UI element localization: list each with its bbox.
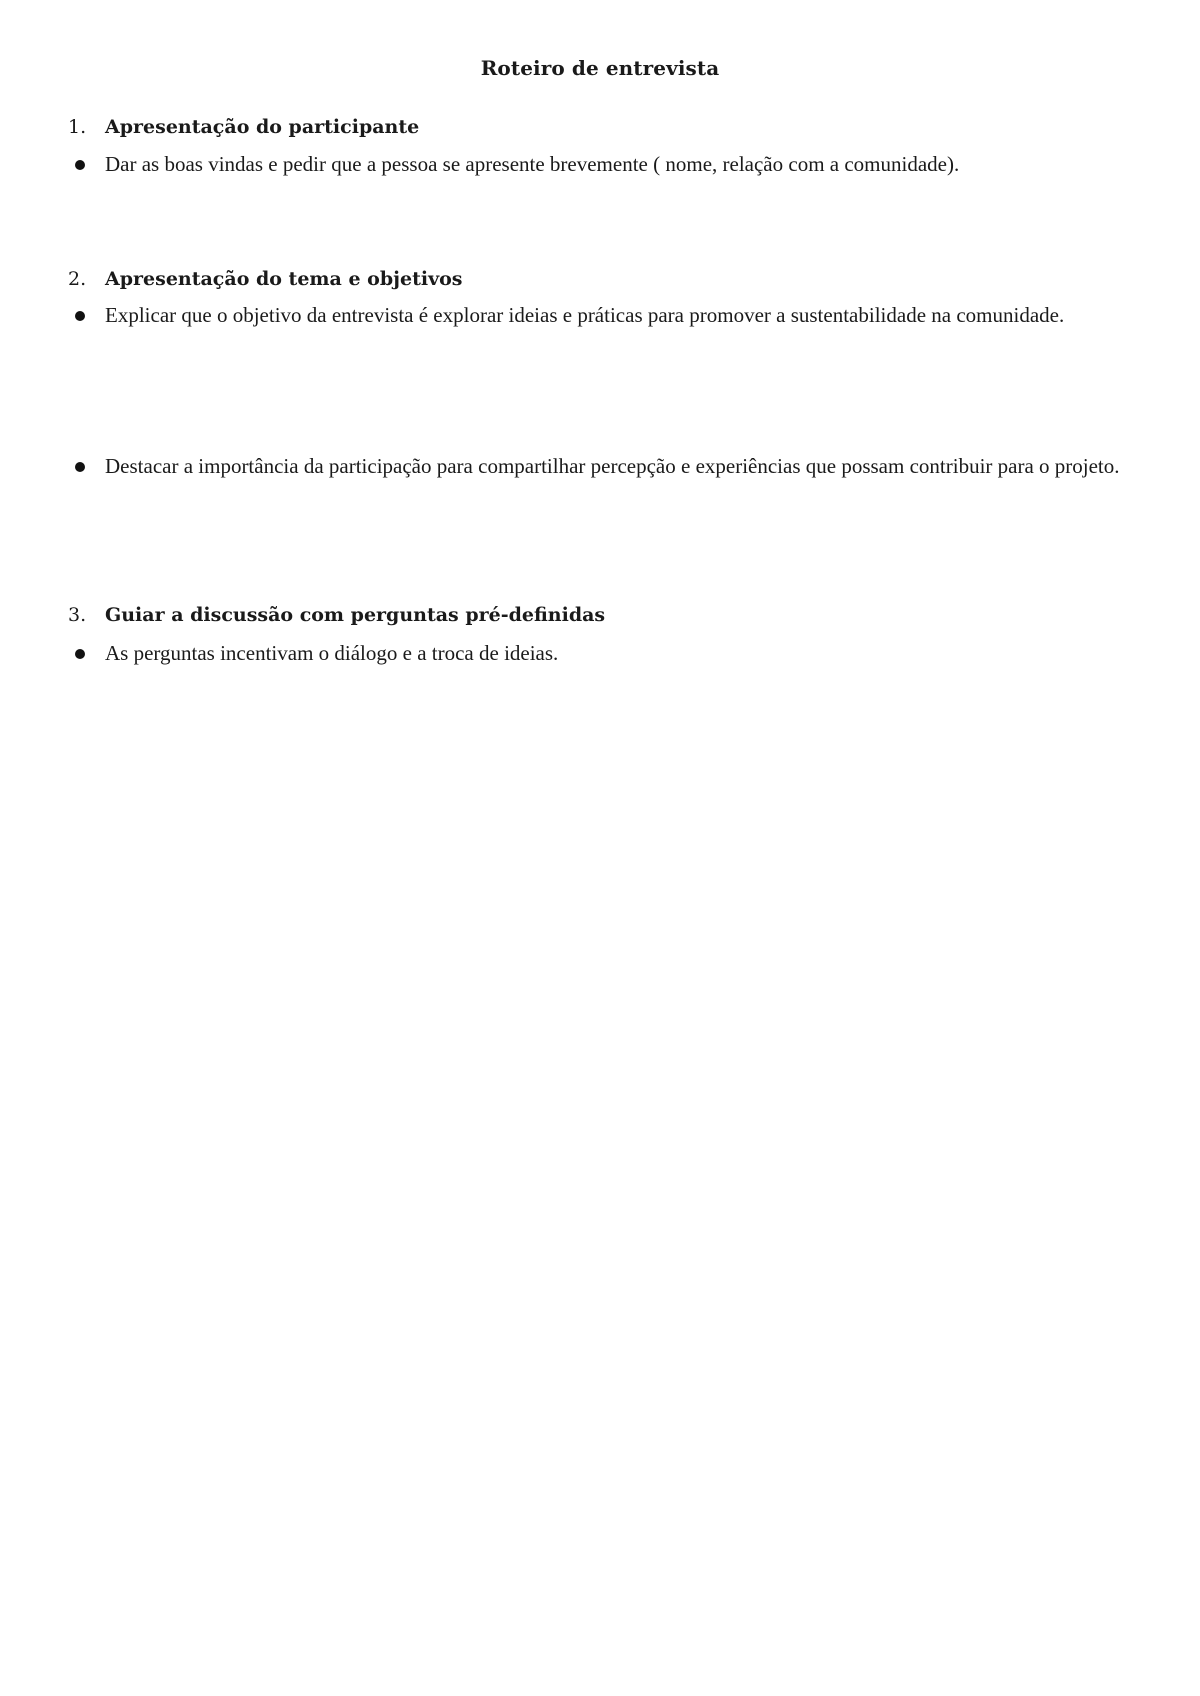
list-item — [75, 450, 1145, 483]
section-heading-3 — [68, 604, 605, 626]
list-item-text: Explicar que o objetivo da entrevista é explorar ideias e práticas para promover a sustentabilidade na comunidade. — [105, 303, 1065, 327]
list-item-text: Destacar a importância da participação para compartilhar percepção e experiências que possam contribuir para o projeto. — [105, 454, 1120, 478]
section-title: Apresentação do participante — [105, 116, 420, 138]
section-heading-1 — [68, 116, 419, 138]
section-number: 2. — [68, 268, 87, 290]
list-item — [75, 148, 1145, 181]
section-title: Guiar a discussão com perguntas pré-definidas — [105, 604, 606, 626]
bullet-icon — [75, 160, 85, 170]
bullet-icon — [75, 311, 85, 321]
list-item-text: As perguntas incentivam o diálogo e a troca de ideias. — [105, 641, 559, 665]
section-title: Apresentação do tema e objetivos — [105, 268, 463, 290]
bullet-icon — [75, 462, 85, 472]
section-number: 3. — [68, 604, 87, 626]
section-heading-2 — [68, 268, 462, 290]
bullet-icon — [75, 649, 85, 659]
section-number: 1. — [68, 116, 87, 138]
list-item — [75, 299, 1145, 332]
list-item — [75, 637, 1145, 670]
document-title: Roteiro de entrevista — [480, 56, 720, 80]
list-item-text: Dar as boas vindas e pedir que a pessoa se apresente brevemente ( nome, relação com a comunidade). — [105, 152, 960, 176]
